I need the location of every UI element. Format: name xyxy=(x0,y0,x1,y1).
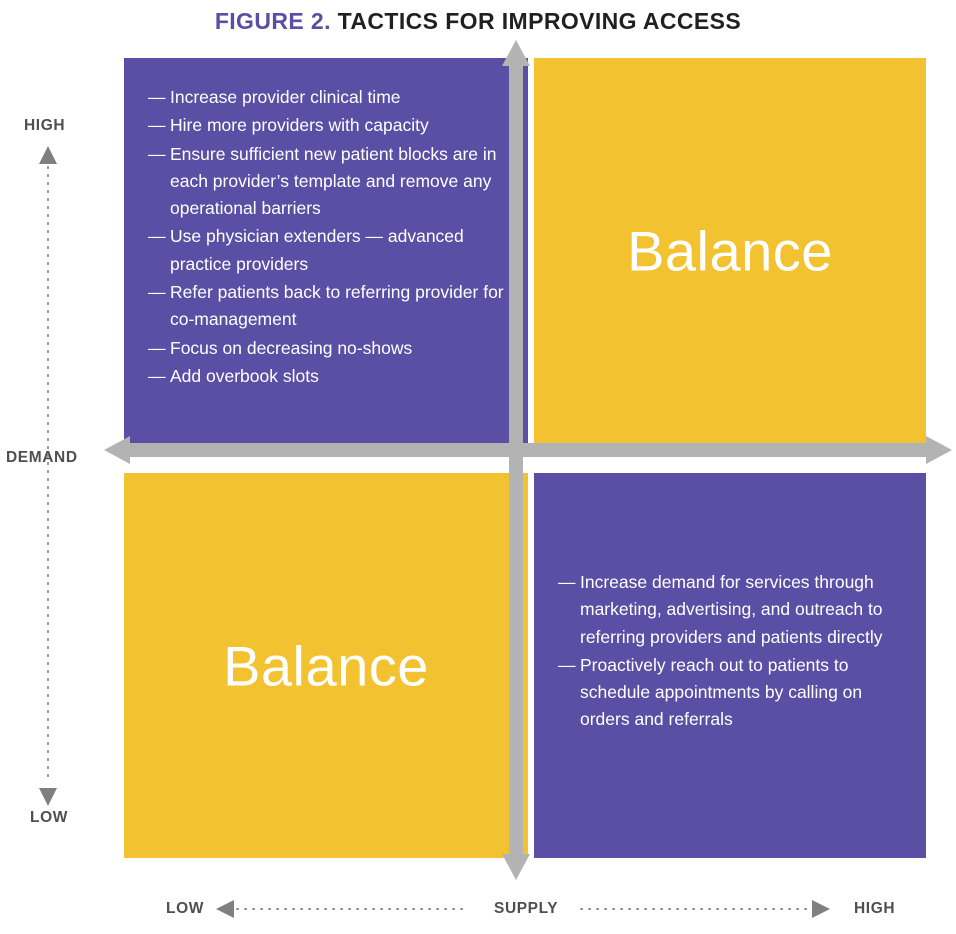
tactic-item xyxy=(558,569,906,651)
tactic-item-text: Add overbook slots xyxy=(170,365,319,386)
tactic-item xyxy=(148,335,508,362)
tactic-item-text: Increase provider clinical time xyxy=(170,87,401,107)
quadrant-high-demand-low-supply xyxy=(124,58,528,443)
tactic-item xyxy=(148,363,508,390)
supply-axis-indicator-right xyxy=(580,899,830,919)
tactic-item xyxy=(148,141,508,223)
bullet-dash-icon: — xyxy=(148,282,166,303)
bullet-dash-icon: — xyxy=(148,226,166,247)
tactic-item-text: Refer patients back to referring provider for co-management xyxy=(170,282,504,330)
bullet-dash-icon: — xyxy=(148,115,166,136)
page-title xyxy=(0,8,956,35)
tactic-item-text: Use physician extenders — advanced practice providers xyxy=(170,226,464,274)
figure-number: FIGURE 2. xyxy=(214,8,331,34)
axis-label-supply-high: HIGH xyxy=(854,900,896,917)
bullet-dash-icon: — xyxy=(148,365,166,386)
tactic-item-text: Hire more providers with capacity xyxy=(170,115,429,136)
quadrant-low-demand-high-supply xyxy=(534,473,926,858)
balance-label-top-right: Balance xyxy=(627,219,833,282)
quadrant-high-demand-high-supply xyxy=(534,58,926,443)
tactic-item xyxy=(148,84,508,111)
tactic-item xyxy=(148,279,508,334)
tactic-item-text: Focus on decreasing no-shows xyxy=(170,337,413,358)
axis-label-demand-high: HIGH xyxy=(24,117,66,134)
tactics-list-bottom-right xyxy=(534,473,926,734)
bullet-dash-icon: — xyxy=(558,572,576,592)
bullet-dash-icon: — xyxy=(148,337,166,358)
tactics-list-top-left xyxy=(124,58,528,390)
tactic-item xyxy=(558,652,906,734)
demand-axis-indicator xyxy=(36,146,60,806)
axis-label-demand: DEMAND xyxy=(6,449,78,466)
tactic-item-text: Increase demand for services through marketing, advertising, and outreach to referring providers and patients directly xyxy=(580,572,883,647)
tactic-item-text: Proactively reach out to patients to schedule appointments by calling on orders and referrals xyxy=(580,654,863,730)
bullet-dash-icon: — xyxy=(148,143,166,164)
balance-label-bottom-left: Balance xyxy=(223,634,429,697)
tactic-item xyxy=(148,223,508,278)
bullet-dash-icon: — xyxy=(148,87,166,107)
supply-axis-indicator-left xyxy=(216,899,466,919)
quadrant-low-demand-low-supply xyxy=(124,473,528,858)
axis-label-supply: SUPPLY xyxy=(494,900,559,917)
axis-label-supply-low: LOW xyxy=(166,900,204,917)
figure-title-text: TACTICS FOR IMPROVING ACCESS xyxy=(330,8,742,34)
bullet-dash-icon: — xyxy=(558,654,576,675)
vertical-axis-arrow xyxy=(498,40,534,880)
axis-label-demand-low: LOW xyxy=(30,809,68,826)
tactic-item-text: Ensure sufficient new patient blocks are in each provider’s template and remove any operational barriers xyxy=(170,143,497,219)
tactic-item xyxy=(148,112,508,139)
